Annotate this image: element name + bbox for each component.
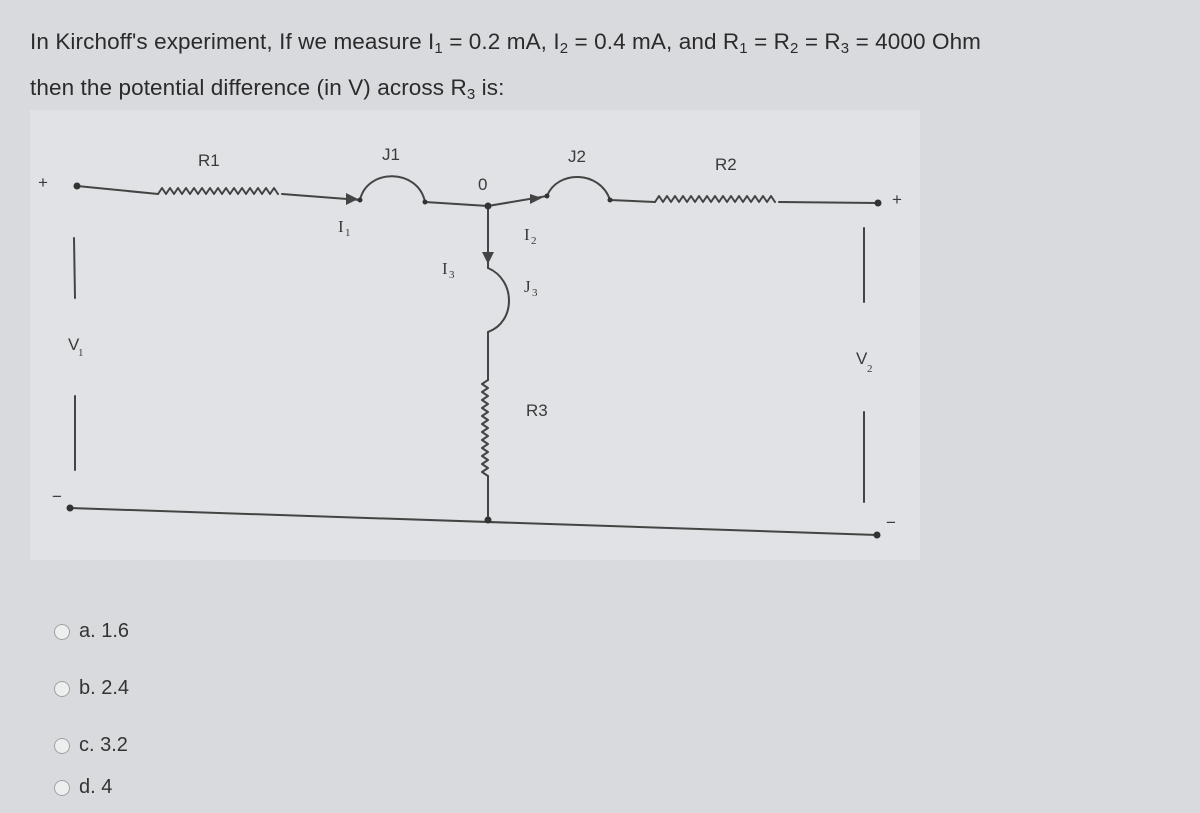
voltmeter-v1-upper bbox=[74, 238, 75, 298]
resistor-r2 bbox=[655, 196, 775, 202]
ammeter-j3-arc bbox=[488, 268, 509, 332]
node-bottom-dot bbox=[485, 517, 492, 524]
subscript: 1 bbox=[739, 40, 748, 57]
question-text bbox=[30, 22, 1180, 114]
question-line-1 bbox=[30, 22, 1180, 68]
subscript: 1 bbox=[434, 40, 443, 57]
label-i3: I bbox=[442, 259, 448, 278]
question-text-part: then the potential difference (in V) across R bbox=[30, 75, 467, 100]
radio-button[interactable] bbox=[54, 681, 70, 697]
question-text-part: = 4000 Ohm bbox=[849, 29, 982, 54]
subscript: 3 bbox=[466, 86, 476, 103]
node-j1-left bbox=[358, 198, 363, 203]
resistor-r1 bbox=[158, 188, 278, 194]
question-text-part: In Kirchoff's experiment, If we measure I bbox=[30, 29, 435, 54]
option-b[interactable] bbox=[54, 677, 129, 700]
subscript: 2 bbox=[790, 40, 799, 57]
option-label: d. 4 bbox=[79, 776, 113, 798]
label-minus-left: − bbox=[52, 487, 62, 506]
arrow-i2 bbox=[530, 194, 542, 204]
circuit-diagram bbox=[30, 110, 920, 560]
question-text-part: = R bbox=[747, 29, 791, 54]
label-i2: I bbox=[524, 225, 530, 244]
wire-bottom bbox=[70, 508, 877, 535]
question-text-part: = 0.4 mA, and R bbox=[568, 29, 740, 54]
wire-j1-node0 bbox=[425, 202, 488, 206]
label-plus-left: + bbox=[38, 173, 48, 192]
question-text-part: = R bbox=[798, 29, 841, 54]
label-plus-right: + bbox=[892, 190, 902, 209]
label-r2: R2 bbox=[715, 155, 737, 174]
option-c[interactable] bbox=[54, 734, 128, 757]
node-j2-left bbox=[545, 194, 550, 199]
circuit-figure bbox=[30, 110, 920, 560]
label-j3: J bbox=[524, 277, 531, 296]
radio-button[interactable] bbox=[54, 624, 70, 640]
resistor-r3 bbox=[482, 380, 488, 476]
arrow-i3 bbox=[482, 252, 494, 264]
label-v2: V bbox=[856, 349, 868, 368]
node-j2-right bbox=[608, 198, 613, 203]
option-d[interactable] bbox=[54, 776, 112, 799]
wire-j2-r2 bbox=[610, 200, 655, 202]
option-label: b. 2.4 bbox=[79, 677, 130, 699]
subscript: 3 bbox=[840, 40, 850, 57]
ammeter-j2-arc bbox=[547, 177, 610, 200]
subscript: 2 bbox=[559, 40, 569, 57]
node-0-dot bbox=[485, 203, 492, 210]
label-i2-sub: 2 bbox=[531, 235, 537, 247]
label-j1: J1 bbox=[382, 145, 400, 164]
terminal-top-right bbox=[875, 200, 882, 207]
label-node-0: 0 bbox=[478, 175, 488, 194]
label-i1-sub: 1 bbox=[345, 227, 351, 239]
node-j1-right bbox=[423, 200, 428, 205]
question-line-2 bbox=[30, 68, 1180, 114]
wire-top-right bbox=[779, 202, 878, 203]
label-r3: R3 bbox=[526, 401, 548, 420]
terminal-bottom-left bbox=[67, 505, 74, 512]
label-i1: I bbox=[338, 217, 344, 236]
label-j3-sub: 3 bbox=[532, 287, 538, 299]
terminal-bottom-right bbox=[874, 532, 881, 539]
radio-button[interactable] bbox=[54, 738, 70, 754]
option-label: a. 1.6 bbox=[79, 620, 130, 642]
question-text-part: = 0.2 mA, I bbox=[442, 29, 560, 54]
label-i3-sub: 3 bbox=[449, 269, 455, 281]
label-r1: R1 bbox=[198, 151, 220, 170]
label-v1-sub: 1 bbox=[78, 347, 84, 359]
question-text-part: is: bbox=[475, 75, 505, 100]
wire-top-left bbox=[77, 186, 158, 194]
option-label: c. 3.2 bbox=[79, 734, 128, 756]
label-v1: V bbox=[68, 335, 80, 354]
arrow-i1 bbox=[346, 193, 358, 205]
label-j2: J2 bbox=[568, 147, 586, 166]
radio-button[interactable] bbox=[54, 780, 70, 796]
terminal-top-left bbox=[74, 183, 81, 190]
label-v2-sub: 2 bbox=[867, 363, 873, 375]
label-minus-right: − bbox=[886, 513, 896, 532]
option-a[interactable] bbox=[54, 620, 129, 643]
ammeter-j1-arc bbox=[360, 176, 425, 202]
